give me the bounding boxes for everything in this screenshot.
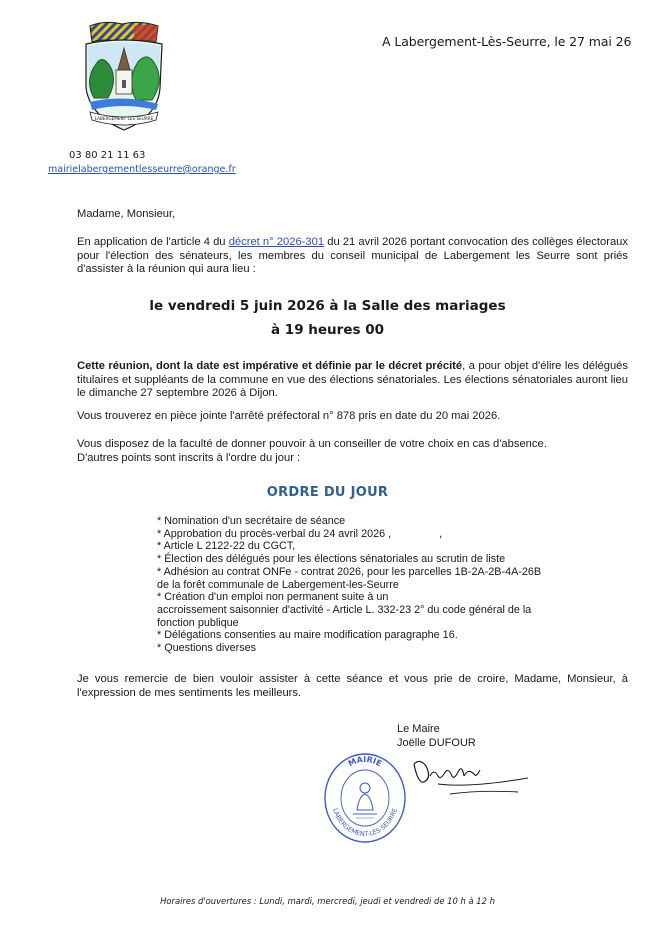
handwritten-signature	[410, 754, 534, 802]
meeting-date-location: le vendredi 5 juin 2026 à la Salle des mariages	[149, 298, 506, 314]
closing-paragraph: Je vous remercie de bien vouloir assister à cette séance et vous prie de croire, Madame, Monsieur, à l'expression de mes sentiments les meilleurs.	[77, 673, 628, 699]
agenda-item: de la forêt communale de Labergement-les-Seurre	[157, 578, 399, 591]
municipal-logo	[72, 18, 174, 136]
agenda-item: * Adhésion au contrat ONFe - contrat 2026, pour les parcelles 1B-2A-2B-4A-26B	[157, 565, 542, 578]
stamp-bottom-text: LABERGEMENT-LÈS-SEURRE	[330, 807, 400, 839]
agenda-item: accroissement saisonnier d'activité - Article L. 332-23 2° du code général de la	[157, 603, 532, 616]
place-and-date: A Labergement-Lès-Seurre, le 27 mai 26	[382, 34, 632, 49]
logo-ribbon-text: LABERGEMENT LES SEURRE	[94, 116, 154, 121]
opening-hours-footer: Horaires d'ouvertures : Lundi, mardi, mercredi, jeudi et vendredi de 10 h à 12 h	[160, 896, 495, 906]
signatory-name: Joëlle DUFOUR	[397, 737, 476, 749]
intro-text-before: En application de l'article 4 du	[77, 236, 229, 248]
stamp-top-text: MAIRIE	[346, 754, 384, 769]
agenda-item: * Article L 2122-22 du CGCT,	[157, 540, 296, 553]
phone-number: 03 80 21 11 63	[69, 150, 146, 161]
decree-link[interactable]: décret n° 2026-301	[228, 236, 325, 248]
agenda-list	[157, 515, 557, 655]
purpose-text: , a pour objet d'élire les délégués titulaires et suppléants de la commune en vue des élections sénatoriales. Les élections sénatoriales auront lieu le dimanche 27 septembre 2026 à Dijon.	[77, 360, 628, 400]
agenda-item: * Élection des délégués pour les élections sénatoriales au scrutin de liste	[157, 553, 506, 566]
official-stamp	[323, 752, 407, 844]
agenda-item: * Nomination d'un secrétaire de séance	[157, 515, 346, 527]
agenda-item: * Délégations consenties au maire modification paragraphe 16.	[157, 629, 458, 642]
delegation-line: Vous disposez de la faculté de donner pouvoir à un conseiller de votre choix en cas d'absence.	[77, 438, 547, 450]
email-link[interactable]: mairielabergementlesseurre@orange.fr	[48, 164, 236, 175]
purpose-emphasis: Cette réunion, dont la date est impérative et définie par le décret précité	[77, 360, 463, 372]
purpose-paragraph	[77, 360, 628, 401]
agenda-item: * Questions diverses	[157, 642, 257, 655]
delegation-note	[77, 438, 628, 465]
signatory-title: Le Maire	[397, 723, 440, 735]
agenda-item: fonction publique	[157, 616, 239, 629]
meeting-time: à 19 heures 00	[270, 322, 384, 338]
intro-paragraph	[77, 236, 628, 277]
agenda-title: ORDRE DU JOUR	[266, 485, 389, 500]
attachment-note: Vous trouverez en pièce jointe l'arrêté préfectoral n° 878 pris en date du 20 mai 2026.	[77, 410, 501, 422]
agenda-intro-line: D'autres points sont inscrits à l'ordre du jour :	[77, 451, 301, 464]
agenda-item: * Approbation du procès-verbal du 24 avril 2026 , ,	[157, 527, 443, 540]
agenda-item: * Création d'un emploi non permanent suite à un	[157, 591, 389, 604]
intro-text-after: du 21 avril 2026 portant convocation des collèges électoraux pour l'élection des sénateurs, les membres du conseil municipal de Labergement les Seurre sont priés d'assister à la réunion qui aura lieu :	[77, 236, 628, 276]
salutation: Madame, Monsieur,	[77, 208, 176, 220]
